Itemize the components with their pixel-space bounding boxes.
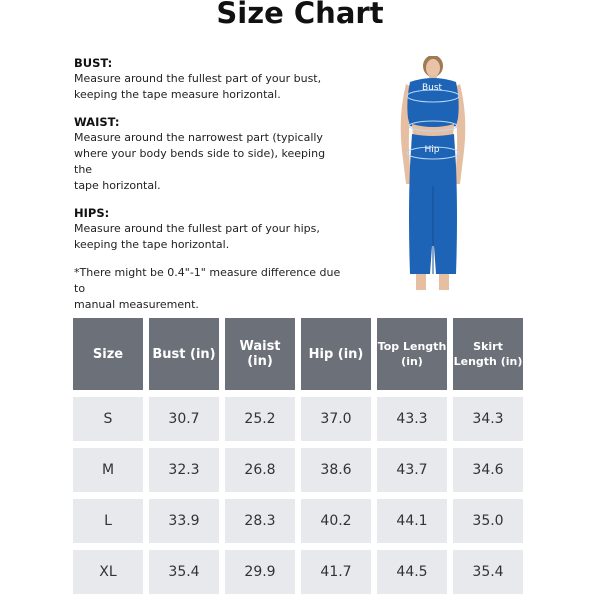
- measurement-guide: [74, 56, 344, 313]
- bust-heading: BUST:: [74, 56, 113, 70]
- note-line: *There might be 0.4"-1" measure difference due to: [74, 266, 341, 295]
- top-length-cell: 43.7: [377, 448, 447, 492]
- bust-figure-label: Bust: [421, 83, 443, 93]
- hip-cell: 40.2: [301, 499, 371, 543]
- hip-cell: 37.0: [301, 397, 371, 441]
- hips-text-line: keeping the tape horizontal.: [74, 238, 230, 251]
- waist-section: [74, 115, 344, 194]
- size-cell: M: [73, 448, 143, 492]
- hip-cell: 38.6: [301, 448, 371, 492]
- table-row: [73, 397, 523, 441]
- waist-text-line: where your body bends side to side), keeping the: [74, 147, 326, 176]
- header-top-length: Top Length (in): [377, 318, 447, 390]
- hips-section: [74, 206, 344, 253]
- hips-text-line: Measure around the fullest part of your hips,: [74, 222, 320, 235]
- size-table: [67, 311, 529, 601]
- bust-cell: 32.3: [149, 448, 219, 492]
- size-cell: L: [73, 499, 143, 543]
- waist-heading: WAIST:: [74, 115, 120, 129]
- bust-cell: 33.9: [149, 499, 219, 543]
- header-skirt-length: Skirt Length (in): [453, 318, 523, 390]
- header-size: Size: [73, 318, 143, 390]
- left-leg: [416, 274, 426, 290]
- table-header-row: [73, 318, 523, 390]
- top-length-cell: 44.1: [377, 499, 447, 543]
- waist-text: [74, 130, 344, 194]
- model-figure: [376, 56, 486, 292]
- page-title: Size Chart: [216, 0, 384, 30]
- top-length-cell: 43.3: [377, 397, 447, 441]
- bust-text: [74, 71, 344, 103]
- waist-cell: 29.9: [225, 550, 295, 594]
- bust-cell: 30.7: [149, 397, 219, 441]
- hips-heading: HIPS:: [74, 206, 110, 220]
- skirt-length-cell: 35.0: [453, 499, 523, 543]
- skirt-length-cell: 34.6: [453, 448, 523, 492]
- bust-section: [74, 56, 344, 103]
- size-cell: XL: [73, 550, 143, 594]
- waist-cell: 26.8: [225, 448, 295, 492]
- table-row: [73, 550, 523, 594]
- table-row: [73, 499, 523, 543]
- bust-text-line: keeping the tape measure horizontal.: [74, 88, 281, 101]
- waist-text-line: tape horizontal.: [74, 179, 161, 192]
- hips-text: [74, 221, 344, 253]
- size-cell: S: [73, 397, 143, 441]
- hip-cell: 41.7: [301, 550, 371, 594]
- model-illustration: [376, 56, 486, 292]
- waist-cell: 25.2: [225, 397, 295, 441]
- note-line: manual measurement.: [74, 298, 199, 311]
- header-bust: Bust (in): [149, 318, 219, 390]
- bust-cell: 35.4: [149, 550, 219, 594]
- waist-text-line: Measure around the narrowest part (typically: [74, 131, 323, 144]
- skirt-length-cell: 34.3: [453, 397, 523, 441]
- bust-text-line: Measure around the fullest part of your bust,: [74, 72, 322, 85]
- skirt-length-cell: 35.4: [453, 550, 523, 594]
- waist-cell: 28.3: [225, 499, 295, 543]
- measurement-note: [74, 265, 344, 313]
- header-waist: Waist (in): [225, 318, 295, 390]
- table-row: [73, 448, 523, 492]
- header-hip: Hip (in): [301, 318, 371, 390]
- hip-figure-label: Hip: [424, 145, 440, 155]
- right-leg: [439, 274, 449, 290]
- top-length-cell: 44.5: [377, 550, 447, 594]
- head-shape: [426, 59, 440, 77]
